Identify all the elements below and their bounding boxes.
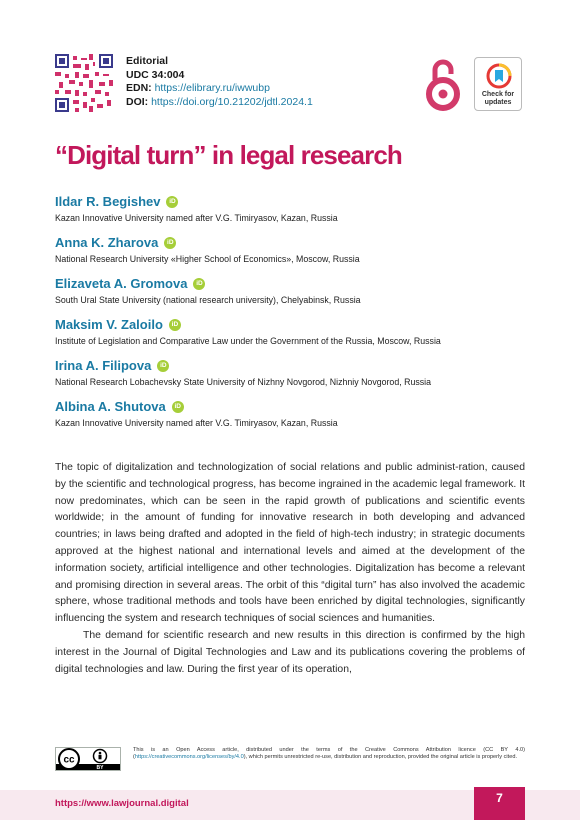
orcid-icon[interactable]: iD <box>157 360 169 372</box>
author-name: Albina A. Shutova <box>55 399 166 414</box>
author-affiliation: Kazan Innovative University named after V.G. Timiryasov, Kazan, Russia <box>55 418 338 428</box>
author-name: Maksim V. Zaloilo <box>55 317 163 332</box>
author-affiliation: National Research Lobachevsky State University of Nizhny Novgorod, Nizhniy Novgorod, Russia <box>55 377 431 387</box>
check-for-updates-badge[interactable] <box>474 57 522 111</box>
author-item <box>55 317 525 358</box>
license-text-1: This is an Open Access article, distributed under the terms of the Creative Commons Attribution licence (CC BY 4.0) ( <box>133 747 525 761</box>
check-for-updates-label: Check for updates <box>481 91 515 106</box>
author-name: Elizaveta A. Gromova <box>55 276 188 291</box>
author-item <box>55 276 525 317</box>
author-list <box>55 194 525 440</box>
license-text <box>133 747 525 761</box>
orcid-icon[interactable]: iD <box>169 319 181 331</box>
cc-by-license-icon[interactable] <box>55 747 121 771</box>
license-block <box>55 747 525 779</box>
open-access-icon <box>423 56 463 114</box>
article-title: “Digital turn” in legal research <box>55 140 402 170</box>
orcid-icon[interactable]: iD <box>172 401 184 413</box>
body-paragraph: The topic of digitalization and technologization of social relations and public administ-ration, caused by the scientific and technological progress, has become ingrained in the academic legal framework. It now predominates, which can be seen in the rapid growth of publications and scientific events worldwide; in the amount of funding for innovative research in both developing and advanced countries; in laws being drafted and adopted in the field of high-tech industry; in strategic documents approved at the highest national and international levels and aimed at the development of the information society, artificial intelligence and other technologies. Digitalization has become a relevant and promising direction in several areas. The orbit of this “digital turn” has also involved the academic sphere, whose traditional methods and tools have been enriched by digital technologies, significantly influencing the system and research techniques of social sciences and humanities. <box>55 462 525 625</box>
orcid-icon[interactable]: iD <box>164 237 176 249</box>
page-number: 7 <box>474 787 525 820</box>
body-paragraph: The demand for scientific research and new results in this direction is confirmed by the high interest in the Journal of Digital Technologies and Law and its publications covering the problems of digital technologies and law. During the first year of its operation, <box>55 629 525 675</box>
author-item <box>55 235 525 276</box>
qr-code-icon <box>55 54 113 112</box>
license-link[interactable]: https://creativecommons.org/licenses/by/4.0 <box>134 754 244 761</box>
author-name: Anna K. Zharova <box>55 235 159 250</box>
author-item <box>55 358 525 399</box>
author-affiliation: National Research University «Higher School of Economics», Moscow, Russia <box>55 254 360 264</box>
author-item <box>55 194 525 235</box>
doi-link[interactable]: https://doi.org/10.21202/jdtl.2024.1 <box>151 95 313 108</box>
author-item <box>55 399 525 440</box>
article-body <box>55 460 525 678</box>
doi-label: DOI: <box>126 95 149 108</box>
author-affiliation: Kazan Innovative University named after V.G. Timiryasov, Kazan, Russia <box>55 213 338 223</box>
article-meta <box>126 55 313 109</box>
edn-link[interactable]: https://elibrary.ru/iwwubp <box>154 82 270 94</box>
author-affiliation: South Ural State University (national research university), Chelyabinsk, Russia <box>55 295 361 305</box>
check-for-updates-icon <box>486 63 512 89</box>
edn-label: EDN: <box>126 82 152 94</box>
orcid-icon[interactable]: iD <box>166 196 178 208</box>
by-badge-text: BY <box>96 765 104 771</box>
article-type: Editorial <box>126 55 169 67</box>
cc-badge-text: cc <box>63 754 75 766</box>
orcid-icon[interactable]: iD <box>193 278 205 290</box>
journal-url-link[interactable]: https://www.lawjournal.digital <box>55 798 189 809</box>
author-name: Irina A. Filipova <box>55 358 152 373</box>
author-affiliation: Institute of Legislation and Comparative Law under the Government of the Russia, Moscow, Russia <box>55 336 441 346</box>
author-name: Ildar R. Begishev <box>55 194 161 209</box>
license-text-2: ), which permits unrestricted re-use, distribution and reproduction, provided the original article is properly cited. <box>243 754 517 761</box>
udc-code: UDC 34:004 <box>126 68 185 81</box>
